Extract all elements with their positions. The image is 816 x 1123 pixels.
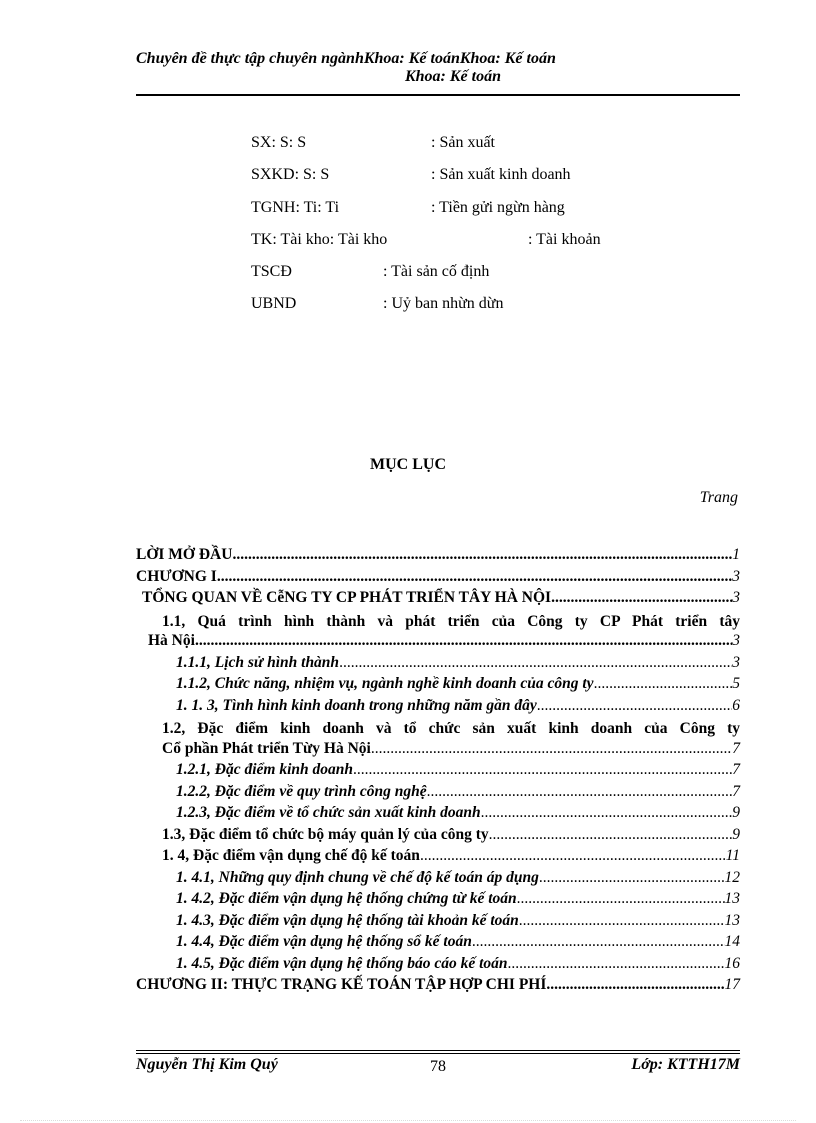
toc-entry[interactable] — [136, 847, 740, 869]
toc-entry-label: 1.1.2, Chức năng, nhiệm vụ, ngành nghề kinh doanh của công ty — [176, 675, 594, 692]
toc-title: MỤC LỤC — [370, 456, 446, 473]
header-title: Chuyên đề thực tập chuyên ngànhKhoa: Kế toánKhoa: Kế toán — [136, 50, 556, 67]
abbreviation-meaning: : Tài khoản — [528, 231, 601, 248]
toc-entry-page: 7 — [732, 761, 740, 778]
toc-entry[interactable] — [136, 933, 740, 955]
footer-divider — [136, 1053, 740, 1054]
footer-class-label: Lớp: KTTH17M — [631, 1056, 740, 1073]
abbreviation-term: UBND — [251, 295, 297, 312]
toc-entry-page: 3 — [732, 632, 740, 649]
footer-divider — [136, 1050, 740, 1051]
abbreviation-meaning: : Tiền gửi ngừn hàng — [431, 199, 565, 216]
toc-entry-page: 1 — [732, 546, 740, 563]
toc-entry[interactable] — [136, 675, 740, 697]
toc-entry-label-line1: 1.1, Quá trình hình thành và phát triển của Công ty CP Phát triển tây — [162, 612, 740, 630]
toc-entry-page: 17 — [724, 976, 740, 993]
toc-entry-page: 3 — [732, 653, 740, 671]
toc-entry-page: 13 — [724, 890, 740, 907]
page-edge — [20, 1120, 796, 1121]
abbreviation-term: TK: Tài kho: Tài kho — [251, 231, 388, 248]
toc-page-column-label: Trang — [699, 489, 738, 506]
toc-entry-label: 1. 4.5, Đặc điểm vận dụng hệ thống báo cáo kế toán — [176, 954, 508, 972]
header-subtitle: Khoa: Kế toán — [404, 68, 501, 85]
toc-entry-label: 1. 4.1, Những quy định chung về chế độ kế toán áp dụng — [176, 868, 539, 886]
toc-entry[interactable] — [136, 890, 740, 912]
toc-entry[interactable] — [136, 804, 740, 826]
abbreviation-term: SXKD: S: S — [251, 166, 330, 183]
table-of-contents — [136, 546, 740, 998]
toc-entry-page: 9 — [732, 804, 740, 821]
page-footer — [136, 1056, 740, 1078]
toc-entry-label: 1.3, Đặc điểm tổ chức bộ máy quản lý của công ty — [162, 825, 489, 843]
header-divider — [136, 94, 740, 96]
toc-entry-label: Cổ phần Phát triển Từy Hà Nội — [162, 739, 371, 757]
toc-entry[interactable] — [136, 912, 740, 934]
toc-entry-label: 1.2.1, Đặc điểm kinh doanh — [176, 761, 353, 778]
footer-author: Nguyễn Thị Kim Quý — [136, 1056, 278, 1073]
toc-entry-page: 7 — [732, 739, 740, 757]
abbreviation-meaning: : Uỷ ban nhừn dừn — [383, 295, 504, 312]
toc-entry-label: CHƯƠNG II: THỰC TRẠNG KẾ TOÁN TẬP HỢP CHI PHÍ — [136, 976, 547, 993]
abbreviation-term: TGNH: Ti: Ti — [251, 199, 340, 216]
toc-entry-page: 16 — [724, 954, 740, 972]
toc-entry-label: LỜI MỞ ĐẦU — [136, 546, 233, 563]
toc-entry-page: 11 — [725, 847, 740, 864]
toc-entry-page: 13 — [724, 911, 740, 929]
toc-entry-page: 3 — [732, 567, 740, 585]
abbreviation-meaning: : Sản xuất kinh doanh — [431, 166, 571, 183]
toc-entry-label: 1. 4.3, Đặc điểm vận dụng hệ thống tài khoản kế toán — [176, 911, 519, 929]
toc-entry[interactable] — [136, 783, 740, 805]
toc-entry-page: 5 — [732, 675, 740, 692]
toc-entry[interactable] — [136, 869, 740, 891]
abbreviation-meaning: : Tài sản cố định — [383, 263, 490, 280]
page-number: 78 — [430, 1058, 446, 1075]
toc-entry[interactable] — [136, 976, 740, 998]
toc-entry-label: 1. 4, Đặc điểm vận dụng chế độ kế toán — [162, 847, 420, 864]
toc-entry-label: 1.2.2, Đặc điểm về quy trình công nghệ — [176, 782, 427, 800]
toc-entry-label-line1: 1.2, Đặc điểm kinh doanh và tổ chức sản xuất kinh doanh của Công ty — [162, 720, 740, 737]
toc-entry[interactable] — [136, 955, 740, 977]
toc-entry-label: TỔNG QUAN VỀ CễNG TY CP PHÁT TRIỂN TÂY HÀ NỘI — [142, 589, 552, 606]
toc-entry-label: 1. 1. 3, Tình hình kinh doanh trong những năm gần đây — [176, 696, 537, 714]
toc-entry-page: 12 — [724, 868, 740, 886]
abbreviation-term: TSCĐ — [251, 263, 292, 280]
toc-entry[interactable] — [136, 589, 740, 611]
abbreviation-term: SX: S: S — [251, 134, 307, 151]
toc-entry-page: 3 — [732, 589, 740, 606]
toc-entry[interactable] — [136, 654, 740, 676]
toc-entry[interactable] — [136, 826, 740, 848]
toc-entry-label: Hà Nội — [148, 632, 195, 649]
toc-entry[interactable] — [136, 568, 740, 590]
toc-entry-label: 1. 4.2, Đặc điểm vận dụng hệ thống chứng từ kế toán — [176, 890, 517, 907]
toc-entry-label: 1. 4.4, Đặc điểm vận dụng hệ thống sổ kế toán — [176, 933, 472, 950]
toc-entry-label: CHƯƠNG I — [136, 567, 217, 585]
toc-entry[interactable] — [136, 697, 740, 719]
page-header — [136, 50, 740, 86]
abbreviation-meaning: : Sản xuất — [431, 134, 495, 151]
toc-entry[interactable] — [136, 546, 740, 568]
toc-entry[interactable] — [136, 718, 740, 761]
toc-entry-page: 7 — [732, 782, 740, 800]
toc-entry-page: 14 — [724, 933, 740, 950]
toc-entry-page: 9 — [732, 825, 740, 843]
toc-entry-page: 6 — [732, 696, 740, 714]
toc-entry[interactable] — [136, 761, 740, 783]
toc-entry-label: 1.1.1, Lịch sử hình thành — [176, 653, 340, 671]
toc-entry[interactable] — [136, 611, 740, 654]
toc-entry-label: 1.2.3, Đặc điểm về tổ chức sản xuất kinh doanh — [176, 804, 481, 821]
